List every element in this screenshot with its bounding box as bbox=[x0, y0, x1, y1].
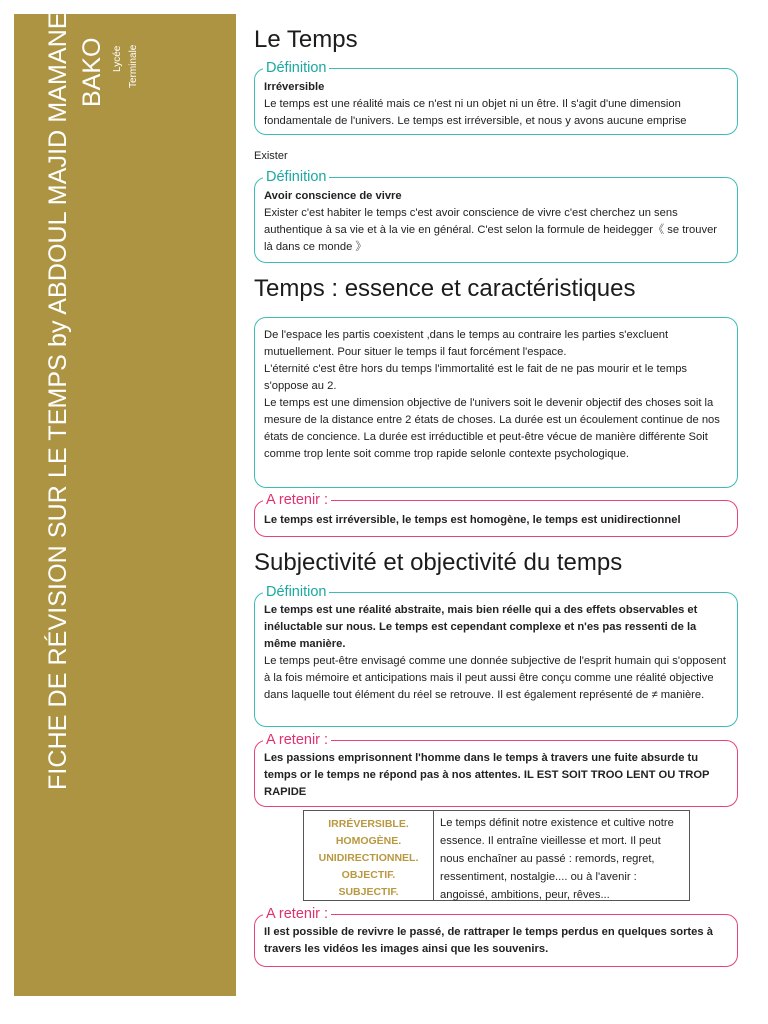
definition-label: Définition bbox=[263, 168, 329, 186]
essence-paragraph: Le temps est une dimension objective de l'univers soit le devenir objectif des choses soit la mesure de la distance entre 2 états de choses. La durée est un écoulement continue de nos états de concience. La durée est irréductible et peut-être vécue de manière différente Soit comme trop lente soit comme trop rapide selonle contexte psychologique. bbox=[264, 397, 720, 460]
definition-box-irreversible bbox=[254, 60, 738, 135]
definition-term: Avoir conscience de vivre bbox=[264, 190, 402, 202]
sidebar-title-line1: FICHE DE RÉVISION SUR LE TEMPS by ABDOUL MAJID MAMANE bbox=[44, 12, 72, 790]
definition-text: Exister c'est habiter le temps c'est avoir conscience de vivre c'est cherchez un sens authentique à sa vie et à la vie en général. C'est selon la formule de heidegger《 se trouver là dans ce monde 》 bbox=[264, 207, 718, 253]
essence-paragraph: L'éternité c'est être hors du temps l'immortalité est le fait de ne pas mourir et le temps s'oppose au 2. bbox=[264, 363, 688, 392]
definition-text: Le temps peut-être envisagé comme une donnée subjective de l'esprit humain qui s'opposent à la fois mémoire et anticipations mais il peut aussi être conçu comme une réalité objective dans laquelle tout élément du réel se retrouve. Il est également représenté de ≠ manière. bbox=[264, 655, 726, 701]
keyword: OBJECTIF. bbox=[341, 869, 396, 881]
definition-label: Définition bbox=[263, 59, 329, 77]
sidebar-subtitle-level: Lycée bbox=[112, 45, 123, 72]
retenir-label: A retenir : bbox=[263, 905, 331, 923]
retenir-text: Il est possible de revivre le passé, de rattraper le temps perdus en quelques sortes à travers les vidéos les images ainsi que les souvenirs. bbox=[264, 926, 713, 955]
retenir-text: Les passions emprisonnent l'homme dans le temps à travers une fuite absurde tu temps or le temps ne répond pas à nos attentes. IL EST SOIT TROO LENT OU TROP RAPIDE bbox=[264, 752, 710, 798]
essence-paragraph: De l'espace les partis coexistent ,dans le temps au contraire les parties s'excluent mutuellement. Pour situer le temps il faut forcément l'espace. bbox=[264, 329, 669, 358]
keyword: SUBJECTIF. bbox=[338, 886, 399, 898]
keyword: UNIDIRECTIONNEL. bbox=[318, 852, 419, 864]
sidebar-banner bbox=[14, 14, 236, 996]
retenir-box-essence bbox=[254, 492, 738, 537]
retenir-text: Le temps est irréversible, le temps est homogène, le temps est unidirectionnel bbox=[264, 514, 681, 526]
keywords-table bbox=[303, 810, 690, 901]
definition-bold-text: Le temps est une réalité abstraite, mais bien réelle qui a des effets observables et inéluctable sur nous. Le temps est cependant complexe et n'es pas ressenti de la même manière. bbox=[264, 604, 698, 650]
definition-label: Définition bbox=[263, 583, 329, 601]
keyword: IRRÉVERSIBLE. bbox=[328, 818, 409, 830]
heading-subjectivite: Subjectivité et objectivité du temps bbox=[254, 549, 623, 576]
heading-essence: Temps : essence et caractéristiques bbox=[254, 275, 636, 302]
definition-text: Le temps est une réalité mais ce n'est ni un objet ni un être. Il s'agit d'une dimension fondamentale de l'univers. Le temps est irréversible, et nous y avons aucune emprise bbox=[264, 98, 687, 127]
definition-box-exister bbox=[254, 169, 738, 263]
keywords-column bbox=[304, 811, 434, 900]
keywords-description: Le temps définit notre existence et cultive notre essence. Il entraîne vieillesse et mort. Il peut nous enchaîner au passé : remords, regret, ressentiment, nostalgie.... ou à l'avenir : angoissé, ambitions, peur, rêves... bbox=[440, 817, 674, 901]
retenir-label: A retenir : bbox=[263, 731, 331, 749]
heading-le-temps: Le Temps bbox=[254, 26, 358, 53]
sidebar-title-line2: BAKO bbox=[78, 37, 106, 107]
retenir-box-passe bbox=[254, 906, 738, 967]
exister-label: Exister bbox=[254, 150, 288, 162]
retenir-box-passions bbox=[254, 732, 738, 807]
definition-box-subjectivite bbox=[254, 584, 738, 727]
definition-term: Irréversible bbox=[264, 81, 325, 93]
sidebar-subtitle-class: Terminale bbox=[128, 44, 139, 88]
essence-content-box bbox=[254, 317, 738, 488]
keyword: HOMOGÈNE. bbox=[335, 835, 402, 847]
retenir-label: A retenir : bbox=[263, 491, 331, 509]
